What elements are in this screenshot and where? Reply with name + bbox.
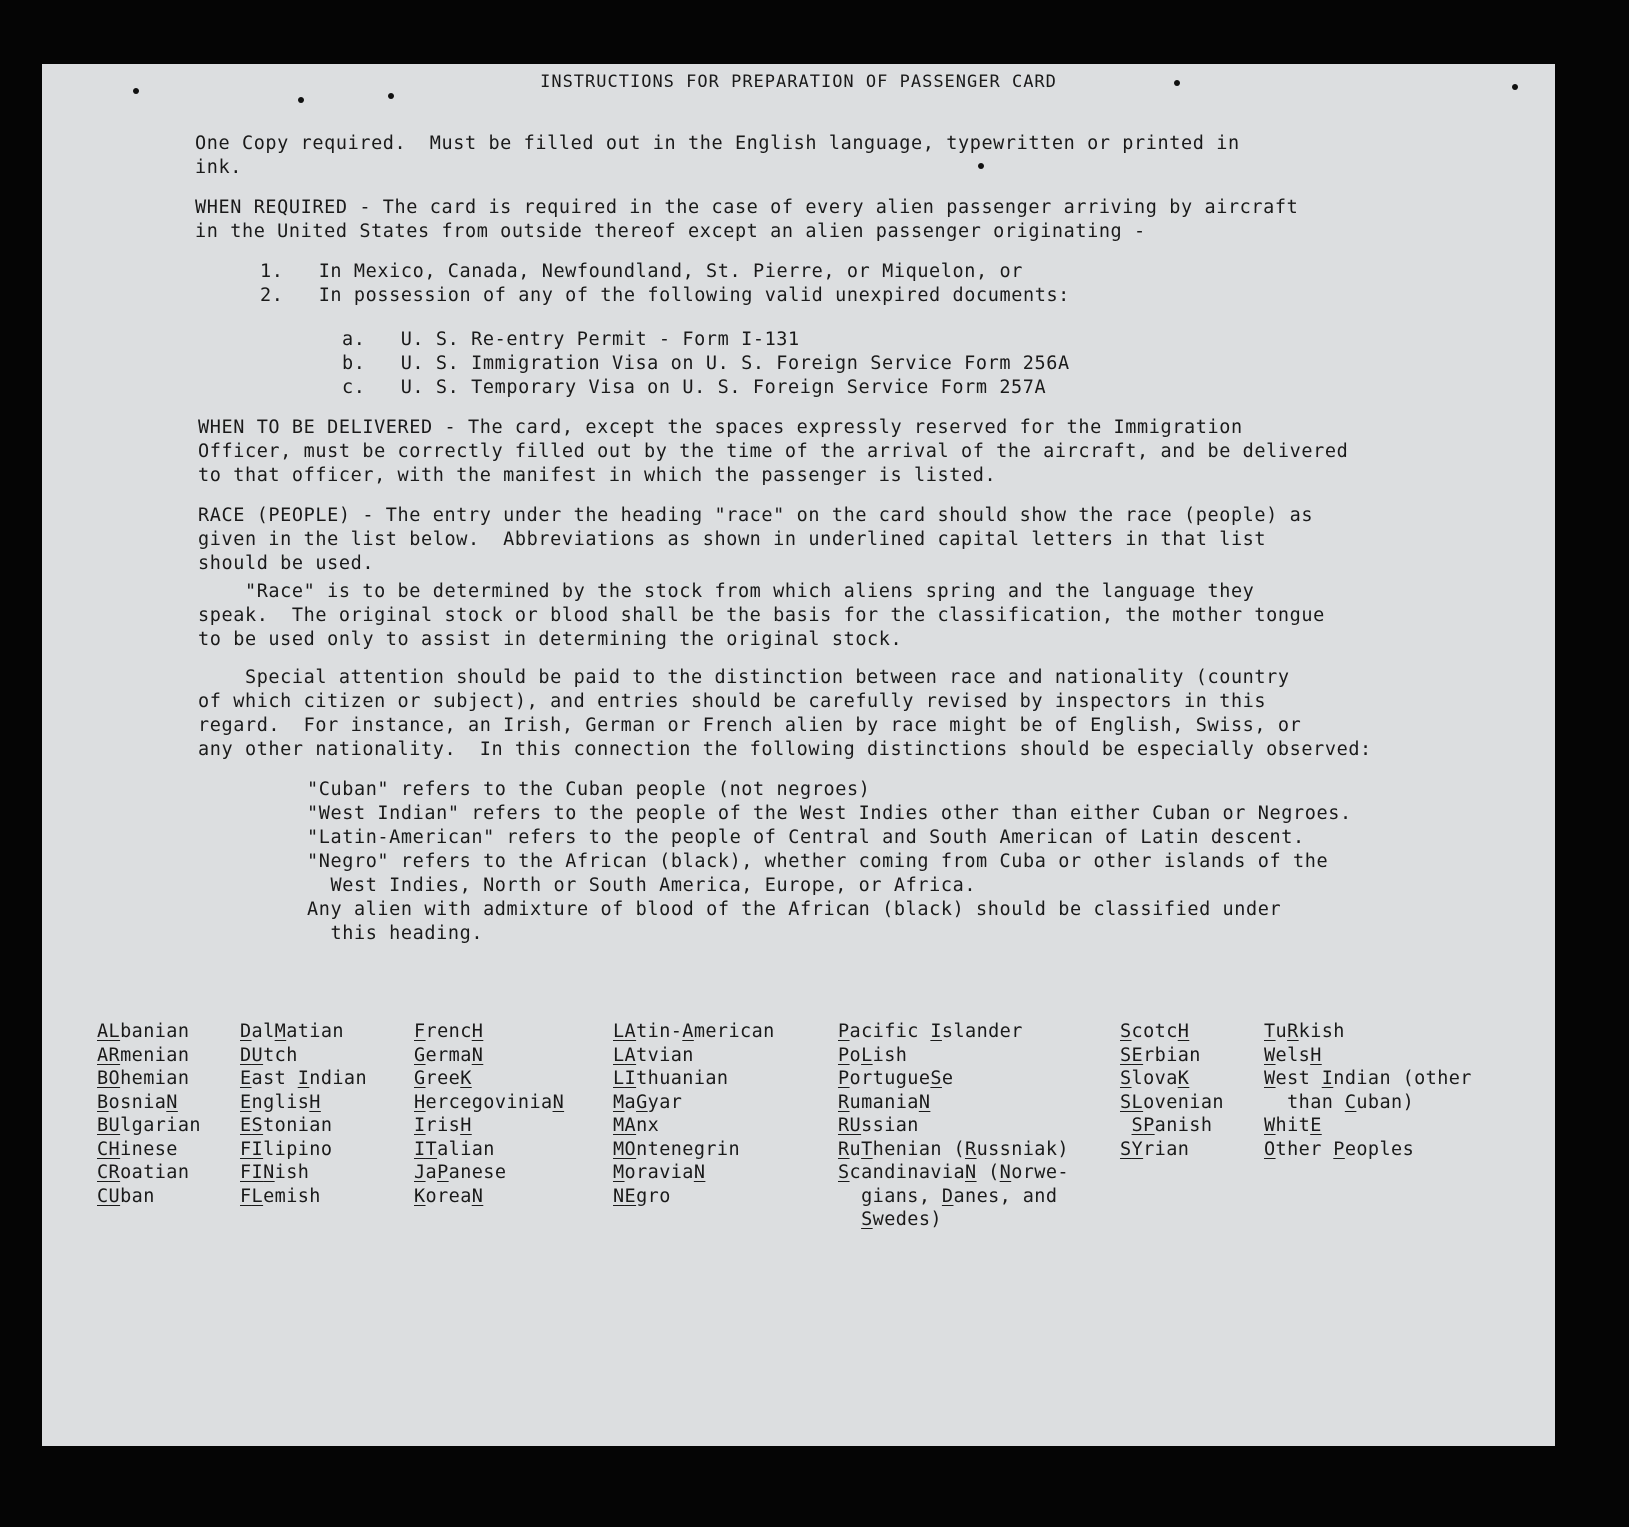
race-list-item: PoLish (838, 1044, 908, 1066)
document-item-b: b. U. S. Immigration Visa on U. S. Foreign Service Form 256A (342, 353, 1070, 374)
distinction-cuban: "Cuban" refers to the Cuban people (not negroes) (307, 779, 871, 800)
scan-speck (388, 93, 394, 99)
text-line-race-2: given in the list below. Abbreviations as shown in underlined capital letters in that list (198, 529, 1267, 550)
race-list-item: BosniaN (97, 1091, 178, 1113)
numbered-item-1: 1. In Mexico, Canada, Newfoundland, St. Pierre, or Miquelon, or (260, 261, 1023, 282)
race-list-item: RUssian (838, 1115, 919, 1136)
race-list-item: DalMatian (240, 1021, 344, 1042)
race-list-item: IrisH (414, 1115, 472, 1136)
race-list-item: WelsH (1264, 1044, 1322, 1066)
race-list-item: WhitE (1264, 1115, 1322, 1136)
race-list-item: CRoatian (97, 1162, 190, 1183)
race-list-item: ALbanian (97, 1021, 190, 1042)
text-line-determined-2: speak. The original stock or blood shall be the basis for the classification, the mother tongue (198, 605, 1325, 626)
race-list-item: SYrian (1120, 1138, 1190, 1160)
document-item-a: a. U. S. Re-entry Permit - Form I-131 (342, 329, 800, 350)
race-list-item: FLemish (240, 1185, 321, 1207)
race-list-item: Pacific Islander (838, 1021, 1023, 1042)
text-line-race-1: RACE (PEOPLE) - The entry under the heading "race" on the card should show the race (people) as (198, 505, 1314, 526)
race-list-item: West Indian (other (1264, 1068, 1472, 1089)
text-line-delivered-1: WHEN TO BE DELIVERED - The card, except the spaces expressly reserved for the Immigration (198, 417, 1243, 438)
race-list-item: ScotcH (1120, 1021, 1190, 1042)
race-list-column-3 (414, 1020, 564, 1208)
race-list-item: gians, Danes, and (861, 1185, 1058, 1207)
race-list-item: NEgro (613, 1185, 671, 1207)
race-list-item: RumaniaN (838, 1091, 931, 1113)
text-line-delivered-3: to that officer, with the manifest in which the passenger is listed. (198, 465, 997, 486)
race-list-item: KoreaN (414, 1185, 484, 1207)
race-list-item: LIthuanian (613, 1068, 729, 1089)
race-list-item: CUban (97, 1185, 155, 1207)
race-list-column-5 (838, 1020, 1069, 1232)
numbered-item-2: 2. In possession of any of the following valid unexpired documents: (260, 285, 1070, 306)
text-line-special-3: regard. For instance, an Irish, German or French alien by race might be of English, Swiss, or (198, 715, 1302, 736)
race-list-item: ScandinaviaN (Norwe- (838, 1162, 1069, 1183)
race-list-item: EStonian (240, 1115, 333, 1136)
race-list-item: BOhemian (97, 1068, 190, 1089)
race-list-column-2 (240, 1020, 367, 1208)
race-list-item: FrencH (414, 1021, 484, 1042)
race-list-item: SLovenian (1120, 1091, 1224, 1113)
race-list-item: MOntenegrin (613, 1138, 741, 1160)
document-item-c: c. U. S. Temporary Visa on U. S. Foreign Service Form 257A (342, 377, 1047, 398)
race-list-item: SlovaK (1120, 1068, 1190, 1089)
race-list-column-4 (613, 1020, 775, 1208)
race-list-item: HercegoviniaN (414, 1091, 565, 1113)
race-list-item: DUtch (240, 1044, 298, 1066)
race-list-item: JaPanese (414, 1162, 507, 1183)
scan-speck (133, 88, 139, 94)
distinction-latin-american: "Latin-American" refers to the people of Central and South American of Latin descent. (307, 827, 1305, 848)
text-line-special-4: any other nationality. In this connection the following distinctions should be especially observed: (198, 739, 1372, 760)
race-list-item: MaGyar (613, 1091, 683, 1113)
scan-speck (298, 97, 304, 103)
text-line-required-1: WHEN REQUIRED - The card is required in the case of every alien passenger arriving by aircraft (195, 197, 1299, 218)
race-list-item: EnglisH (240, 1091, 321, 1113)
text-line-determined-3: to be used only to assist in determining the original stock. (198, 629, 903, 650)
text-line-race-3: should be used. (198, 553, 375, 574)
scan-speck (978, 163, 984, 169)
race-list-item: TuRkish (1264, 1021, 1345, 1042)
race-list-item: SPanish (1131, 1115, 1213, 1136)
text-line-special-1: Special attention should be paid to the distinction between race and nationality (country (198, 667, 1290, 688)
race-list-item: GermaN (414, 1044, 484, 1066)
race-list-item: Swedes) (861, 1209, 942, 1230)
scan-speck (1512, 84, 1518, 90)
race-list-column-1 (97, 1020, 201, 1208)
race-list-item: CHinese (97, 1138, 178, 1160)
race-list-item: than Cuban) (1287, 1091, 1415, 1113)
race-list-item: ITalian (414, 1138, 495, 1160)
race-list-item: FIlipino (240, 1138, 333, 1160)
race-list-item: LAtin-American (613, 1021, 775, 1042)
race-list-item: MAnx (613, 1115, 660, 1136)
race-list-item: PortugueSe (838, 1068, 954, 1089)
race-list-item: Other Peoples (1264, 1138, 1415, 1160)
text-line-copy-2: ink. (195, 157, 242, 178)
race-list-item: GreeK (414, 1068, 472, 1089)
distinction-negro: "Negro" refers to the African (black), whether coming from Cuba or other islands of the (307, 851, 1329, 872)
race-list-item: ARmenian (97, 1044, 190, 1066)
text-line-determined-1: "Race" is to be determined by the stock from which aliens spring and the language they (198, 581, 1255, 602)
race-list-item: LAtvian (613, 1044, 694, 1066)
text-line-required-2: in the United States from outside thereof except an alien passenger originating - (195, 221, 1146, 242)
distinction-admixture: Any alien with admixture of blood of the African (black) should be classified under (307, 899, 1282, 920)
text-line-copy-1: One Copy required. Must be filled out in the English language, typewritten or printed in (195, 133, 1240, 154)
race-list-column-6 (1120, 1020, 1224, 1161)
distinction-negro-cont: West Indies, North or South America, Europe, or Africa. (307, 875, 977, 896)
text-line-special-2: of which citizen or subject), and entries should be carefully revised by inspectors in this (198, 691, 1267, 712)
distinction-west-indian: "West Indian" refers to the people of the West Indies other than either Cuban or Negroes. (307, 803, 1352, 824)
scan-speck (1174, 80, 1180, 86)
race-list-item: BUlgarian (97, 1115, 201, 1136)
race-list-item: RuThenian (Russniak) (838, 1138, 1069, 1160)
race-list-item: SErbian (1120, 1044, 1201, 1066)
race-list-item: FINish (240, 1162, 310, 1183)
race-list-item: MoraviaN (613, 1162, 706, 1183)
text-line-delivered-2: Officer, must be correctly filled out by the time of the arrival of the aircraft, and be delivered (198, 441, 1349, 462)
distinction-admixture-cont: this heading. (307, 923, 484, 944)
passenger-card-instructions (42, 64, 1555, 1446)
document-title: INSTRUCTIONS FOR PREPARATION OF PASSENGER CARD (540, 72, 1057, 92)
race-list-column-7 (1264, 1020, 1472, 1161)
race-list-item: East Indian (240, 1068, 368, 1089)
